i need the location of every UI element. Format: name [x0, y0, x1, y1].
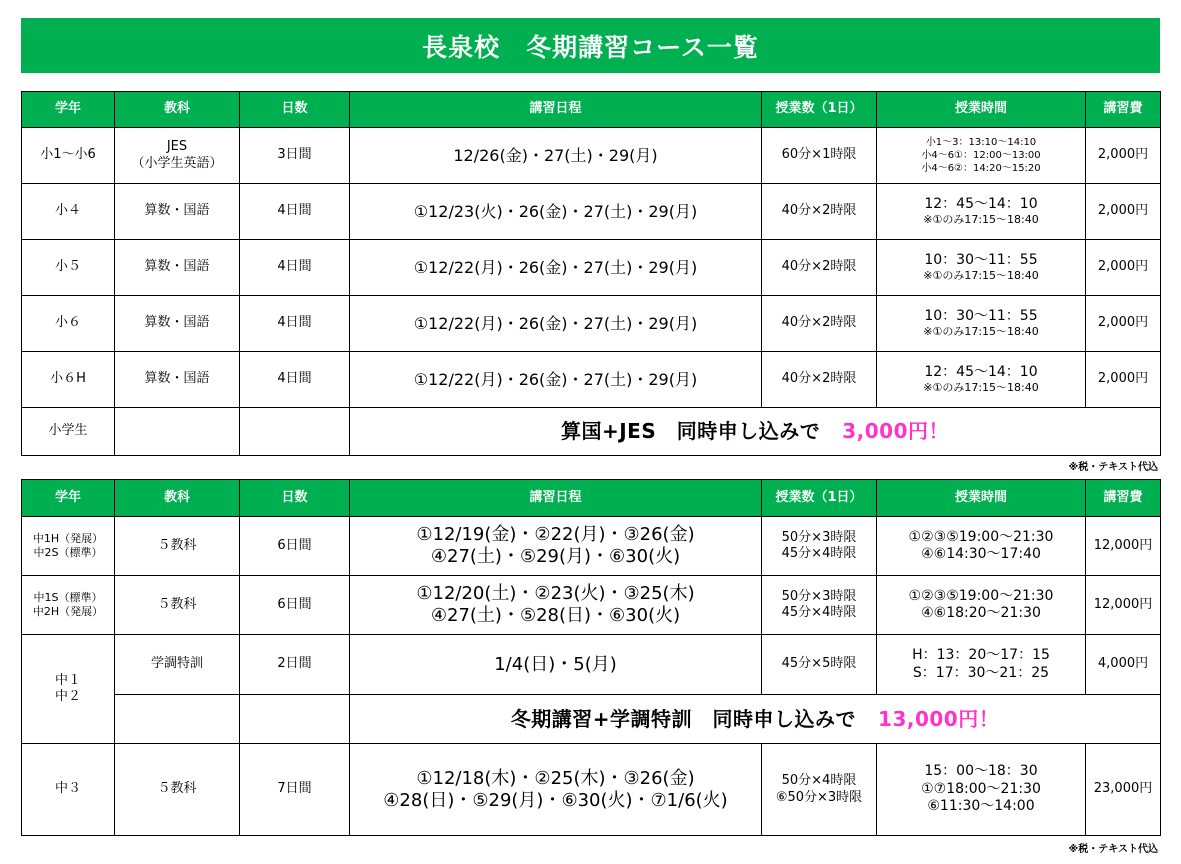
subject-cell: 算数・国語 — [115, 296, 240, 352]
schedule-cell: ①12/23(火)・26(金)・27(土)・29(月) — [350, 184, 762, 240]
table-row — [22, 240, 1161, 296]
schedule-cell: ①12/22(月)・26(金)・27(土)・29(月) — [350, 296, 762, 352]
subject-cell: ５教科 — [115, 517, 240, 576]
classes-cell: 40分×2時限 — [762, 296, 877, 352]
empty-cell — [115, 408, 240, 456]
fee-cell: 12,000円 — [1086, 576, 1161, 635]
time-cell: ①②③⑤19:00～21:30 ④⑥14:30～17:40 — [877, 517, 1086, 576]
time-cell — [877, 240, 1086, 296]
time-main: 10：30～11：55 — [924, 307, 1038, 324]
fee-cell: 2,000円 — [1086, 128, 1161, 184]
days-cell: 4日間 — [240, 184, 350, 240]
header-schedule: 講習日程 — [350, 92, 762, 128]
schedule-cell: ①12/18(木)・②25(木)・③26(金) ④28(日)・⑤29(月)・⑥30(火)・⑦1/6(火) — [350, 744, 762, 836]
time-cell — [877, 296, 1086, 352]
schedule-cell: 1/4(日)・5(月) — [350, 635, 762, 695]
subject-cell: ５教科 — [115, 576, 240, 635]
grade-cell: 中1S（標準） 中2H（発展） — [22, 576, 115, 635]
header-time: 授業時間 — [877, 480, 1086, 517]
time-main: 12：45～14：10 — [924, 195, 1038, 212]
grade-cell: 小1～小6 — [22, 128, 115, 184]
table-row — [22, 576, 1161, 635]
time-note: ※①のみ17:15～18:40 — [923, 381, 1039, 395]
promo-grade-cell: 小学生 — [22, 408, 115, 456]
empty-cell — [240, 695, 350, 744]
elementary-course-table — [21, 91, 1161, 456]
schedule-cell: ①12/22(月)・26(金)・27(土)・29(月) — [350, 352, 762, 408]
header-fee: 講習費 — [1086, 92, 1161, 128]
subject-cell: 学調特訓 — [115, 635, 240, 695]
fee-cell: 2,000円 — [1086, 352, 1161, 408]
days-cell: 2日間 — [240, 635, 350, 695]
days-cell: 4日間 — [240, 352, 350, 408]
classes-cell: 40分×2時限 — [762, 240, 877, 296]
days-cell: 6日間 — [240, 576, 350, 635]
header-schedule: 講習日程 — [350, 480, 762, 517]
time-note: ※①のみ17:15～18:40 — [923, 213, 1039, 227]
fee-cell: 2,000円 — [1086, 184, 1161, 240]
empty-cell — [115, 695, 240, 744]
header-days: 日数 — [240, 480, 350, 517]
bundle-offer-price: 3,000円！ — [842, 419, 950, 443]
table-header-row — [22, 92, 1161, 128]
classes-cell: 40分×2時限 — [762, 184, 877, 240]
tax-note: ※税・テキスト代込 — [1068, 462, 1158, 473]
classes-cell: 50分×3時限 45分×4時限 — [762, 517, 877, 576]
header-grade: 学年 — [22, 92, 115, 128]
table-row — [22, 128, 1161, 184]
schedule-cell: ①12/19(金)・②22(月)・③26(金) ④27(土)・⑤29(月)・⑥30(火) — [350, 517, 762, 576]
time-note: ※①のみ17:15～18:40 — [923, 325, 1039, 339]
table-row — [22, 184, 1161, 240]
promo-row — [22, 695, 1161, 744]
fee-cell: 4,000円 — [1086, 635, 1161, 695]
time-main: 10：30～11：55 — [924, 251, 1038, 268]
table-row — [22, 352, 1161, 408]
schedule-cell: 12/26(金)・27(土)・29(月) — [350, 128, 762, 184]
classes-cell: 50分×4時限 ⑥50分×3時限 — [762, 744, 877, 836]
grade-cell: 小４ — [22, 184, 115, 240]
classes-cell: 45分×5時限 — [762, 635, 877, 695]
subject-cell: 算数・国語 — [115, 352, 240, 408]
subject-cell: ５教科 — [115, 744, 240, 836]
fee-cell: 2,000円 — [1086, 296, 1161, 352]
time-cell — [877, 352, 1086, 408]
header-subject: 教科 — [115, 480, 240, 517]
page-title: 長泉校 冬期講習コース一覧 — [21, 18, 1160, 73]
table-row — [22, 296, 1161, 352]
fee-cell: 23,000円 — [1086, 744, 1161, 836]
classes-cell: 40分×2時限 — [762, 352, 877, 408]
bundle-offer — [350, 408, 1161, 456]
grade-cell: 中1H（発展） 中2S（標準） — [22, 517, 115, 576]
bundle-offer-text: 算国+JES 同時申し込みで — [560, 419, 821, 443]
header-subject: 教科 — [115, 92, 240, 128]
subject-cell: JES （小学生英語） — [115, 128, 240, 184]
time-cell: 15：00～18：30 ①⑦18:00～21:30 ⑥11:30～14:00 — [877, 744, 1086, 836]
time-cell: ①②③⑤19:00～21:30 ④⑥18:20～21:30 — [877, 576, 1086, 635]
time-cell — [877, 184, 1086, 240]
days-cell: 4日間 — [240, 296, 350, 352]
days-cell: 3日間 — [240, 128, 350, 184]
header-time: 授業時間 — [877, 92, 1086, 128]
header-fee: 講習費 — [1086, 480, 1161, 517]
schedule-cell: ①12/22(月)・26(金)・27(土)・29(月) — [350, 240, 762, 296]
table-row — [22, 517, 1161, 576]
fee-cell: 2,000円 — [1086, 240, 1161, 296]
days-cell: 4日間 — [240, 240, 350, 296]
time-cell: 小1～3：13:10～14:10 小4～6①：12:00～13:00 小4～6②：14:20～15:20 — [877, 128, 1086, 184]
days-cell: 7日間 — [240, 744, 350, 836]
subject-cell: 算数・国語 — [115, 240, 240, 296]
header-classes: 授業数（1日） — [762, 480, 877, 517]
grade-cell: 小６ — [22, 296, 115, 352]
junior-course-table — [21, 479, 1161, 836]
header-classes: 授業数（1日） — [762, 92, 877, 128]
empty-cell — [240, 408, 350, 456]
days-cell: 6日間 — [240, 517, 350, 576]
grade-cell: 小５ — [22, 240, 115, 296]
time-cell: H：13：20～17：15 S：17：30～21：25 — [877, 635, 1086, 695]
bundle-offer — [350, 695, 1161, 744]
bundle-offer-price: 13,000円！ — [878, 706, 1000, 731]
header-days: 日数 — [240, 92, 350, 128]
promo-row — [22, 408, 1161, 456]
time-main: 12：45～14：10 — [924, 363, 1038, 380]
header-grade: 学年 — [22, 480, 115, 517]
classes-cell: 50分×3時限 45分×4時限 — [762, 576, 877, 635]
bundle-offer-text: 冬期講習+学調特訓 同時申し込みで — [510, 706, 857, 731]
schedule-cell: ①12/20(土)・②23(火)・③25(木) ④27(土)・⑤28(日)・⑥30(火) — [350, 576, 762, 635]
time-note: ※①のみ17:15～18:40 — [923, 269, 1039, 283]
classes-cell: 60分×1時限 — [762, 128, 877, 184]
grade-cell: 中１ 中２ — [22, 635, 115, 744]
subject-cell: 算数・国語 — [115, 184, 240, 240]
grade-cell: 小６H — [22, 352, 115, 408]
tax-note: ※税・テキスト代込 — [1068, 844, 1158, 855]
table-row — [22, 744, 1161, 836]
table-row — [22, 635, 1161, 695]
table-header-row — [22, 480, 1161, 517]
fee-cell: 12,000円 — [1086, 517, 1161, 576]
grade-cell: 中３ — [22, 744, 115, 836]
